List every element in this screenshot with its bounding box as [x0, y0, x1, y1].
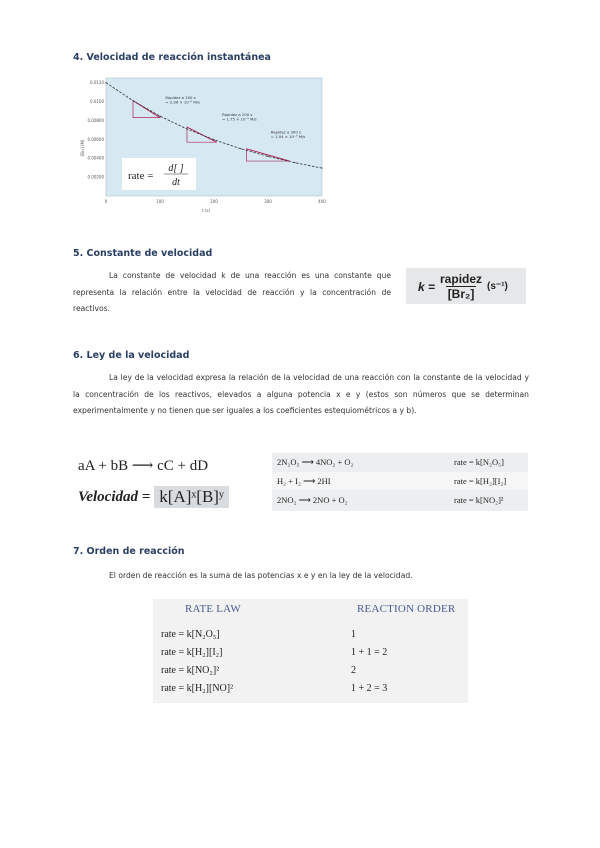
example-reaction: H₂ + I₂ ⟶ 2HI: [277, 476, 331, 486]
velocity-expression: k[A]ˣ[B]ʸ: [154, 486, 229, 508]
order-cell: 1 + 1 = 2: [351, 647, 388, 658]
order-cell: 1: [351, 629, 356, 640]
section-6-title: 6. Ley de la velocidad: [73, 350, 190, 361]
x-tick-label: 100: [156, 199, 164, 204]
data-point: [294, 162, 295, 163]
annotation-line: Rapidez a 300 s: [270, 129, 301, 135]
example-law: rate = k[H₂][I₂]: [454, 476, 507, 486]
data-point: [159, 116, 160, 117]
section-5-title: 5. Constante de velocidad: [73, 248, 213, 259]
order-cell: 2: [351, 665, 356, 676]
rate-annotation: [222, 112, 257, 122]
x-tick-label: 200: [210, 199, 218, 204]
example-row: [272, 453, 528, 471]
inset-formula-num: d[ ]: [168, 163, 184, 174]
rate-law-cell: rate = k[H₂][NO]²: [161, 683, 234, 694]
order-cell: 1 + 2 = 3: [351, 683, 388, 694]
data-point: [267, 156, 268, 157]
data-point: [321, 167, 322, 168]
example-law: rate = k[N₂O₅]: [454, 457, 504, 467]
rate-annotation: [165, 95, 200, 105]
y-tick-label: 0.0120: [90, 80, 104, 86]
data-point: [240, 148, 241, 149]
section-5-text: La constante de velocidad k de una reacción es una constante que representa la relación entre la velocidad de reacción y la concentración de reactivos.: [73, 271, 391, 313]
k-denominator: [Br₂]: [447, 287, 475, 301]
data-point: [105, 82, 106, 83]
rate-constant-formula: [406, 268, 526, 304]
k-lhs: k =: [418, 279, 436, 294]
rate-law-cell: rate = k[H₂][I₂]: [161, 647, 223, 658]
example-reaction: 2N₂O₅ ⟶ 4NO₂ + O₂: [277, 457, 354, 467]
example-row: [272, 491, 528, 509]
y-tick-label: 0.0100: [90, 99, 104, 105]
annotation-line: = 1.75 × 10⁻⁵ M/s: [222, 116, 257, 122]
bromine-concentration-chart: [80, 76, 326, 216]
annotation-line: = 2.96 × 10⁻⁵ M/s: [165, 99, 200, 105]
section-7-text: El orden de reacción es la suma de las potencias x e y en la ley de la velocidad.: [109, 571, 413, 580]
k-numerator: rapidez: [440, 272, 483, 286]
x-tick-label: 400: [318, 199, 326, 204]
table-header-order: REACTION ORDER: [357, 603, 456, 615]
y-axis-label: [Br₂] (M): [80, 139, 85, 157]
y-tick-label: 0.00200: [87, 174, 104, 180]
rate-annotation: [271, 130, 306, 140]
k-units: (s⁻¹): [487, 281, 508, 292]
inset-formula-den: dt: [172, 177, 180, 188]
section-6-text: La ley de la velocidad expresa la relación de la velocidad de una reacción con la constante de la velocidad y la concentración de los reactivos, elevados a alguna potencia x e y (estos son números que se determinan experimentalmente y no tienen que ser iguales a los coeficientes estequiométricos a y b).: [73, 373, 529, 415]
rate-law-general: [78, 456, 268, 516]
section-4-title: 4. Velocidad de reacción instantánea: [73, 52, 271, 63]
table-header-rate-law: RATE LAW: [185, 603, 242, 615]
y-tick-label: 0.00600: [87, 136, 104, 142]
data-point: [213, 139, 214, 140]
annotation-line: Rapidez a 100 s: [165, 94, 196, 100]
reaction-order-table: [153, 599, 468, 703]
y-tick-label: 0.00800: [87, 117, 104, 123]
velocity-label: Velocidad =: [78, 488, 151, 505]
section-7-title: 7. Orden de reacción: [73, 546, 185, 557]
rate-law-examples: [272, 453, 528, 511]
annotation-line: Rapidez a 200 s: [222, 111, 253, 117]
example-reaction: 2NO₂ ⟶ 2NO + O₂: [277, 495, 348, 505]
y-tick-label: 0.00400: [87, 155, 104, 161]
inset-formula-lhs: rate =: [128, 170, 154, 182]
x-tick-label: 300: [264, 199, 272, 204]
data-point: [186, 128, 187, 129]
example-row: [272, 472, 528, 490]
example-law: rate = k[NO₂]²: [454, 495, 504, 505]
annotation-line: = 1.04 × 10⁻⁵ M/s: [270, 134, 306, 140]
x-tick-label: 0: [104, 199, 108, 204]
rate-law-cell: rate = k[N₂O₅]: [161, 629, 220, 640]
general-reaction: aA + bB ⟶ cC + dD: [78, 458, 209, 474]
data-point: [132, 100, 133, 101]
x-axis-label: t (s): [201, 208, 211, 213]
rate-law-cell: rate = k[NO₂]²: [161, 665, 220, 676]
